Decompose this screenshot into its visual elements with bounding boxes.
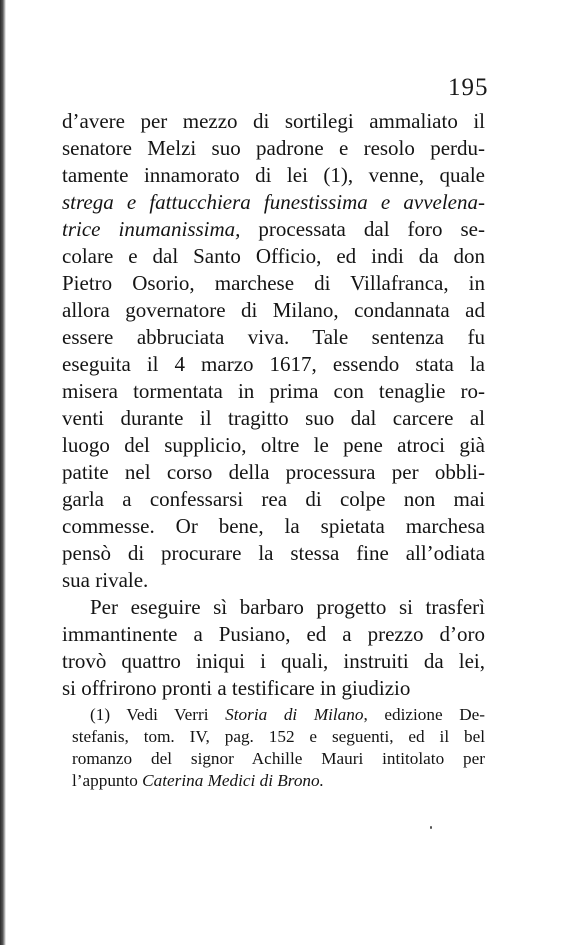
text-line bbox=[62, 594, 485, 621]
text-segment: allora governatore di Milano, condannata ad bbox=[62, 298, 485, 322]
footnote-line bbox=[72, 726, 485, 748]
text-line bbox=[62, 297, 485, 324]
text-line bbox=[62, 648, 485, 675]
text-segment: eseguita il 4 marzo 1617, essendo stata la bbox=[62, 352, 485, 376]
footnote-line bbox=[72, 748, 485, 770]
text-segment: processata dal foro se- bbox=[240, 217, 485, 241]
text-line bbox=[62, 216, 485, 243]
text-segment: essere abbruciata viva. Tale sentenza fu bbox=[62, 325, 485, 349]
body-text bbox=[62, 108, 485, 702]
paper-speck bbox=[430, 826, 432, 829]
text-line bbox=[62, 405, 485, 432]
text-segment: pensò di procurare la stessa fine all’odiata bbox=[62, 541, 485, 565]
text-segment: garla a confessarsi rea di colpe non mai bbox=[62, 487, 485, 511]
text-segment: Per eseguire sì barbaro progetto si trasferì bbox=[90, 595, 485, 619]
footnote-block bbox=[72, 704, 485, 792]
text-segment: tamente innamorato di lei (1), venne, quale bbox=[62, 163, 485, 187]
italic-text: Storia di Milano bbox=[225, 705, 364, 724]
text-line bbox=[62, 243, 485, 270]
text-segment: si offrirono pronti a testificare in giudizio bbox=[62, 676, 411, 700]
text-segment: patite nel corso della processura per obbli- bbox=[62, 460, 485, 484]
footnote-line bbox=[72, 770, 485, 792]
text-segment: immantinente a Pusiano, ed a prezzo d’oro bbox=[62, 622, 485, 646]
text-segment: l’appunto bbox=[72, 771, 143, 790]
text-line bbox=[62, 162, 485, 189]
text-line bbox=[62, 189, 485, 216]
text-line bbox=[62, 432, 485, 459]
text-segment: romanzo del signor Achille Mauri intitolato per bbox=[72, 749, 485, 768]
text-line bbox=[62, 108, 485, 135]
text-line bbox=[62, 459, 485, 486]
text-segment: stefanis, tom. IV, pag. 152 e seguenti, ed il bel bbox=[72, 727, 485, 746]
text-segment: senatore Melzi suo padrone e resolo perdu- bbox=[62, 136, 485, 160]
text-line bbox=[62, 675, 485, 702]
text-segment: colare e dal Santo Officio, ed indi da don bbox=[62, 244, 485, 268]
text-segment: d’avere per mezzo di sortilegi ammaliato il bbox=[62, 109, 485, 133]
text-segment: , edizione De- bbox=[363, 705, 486, 724]
text-segment: sua rivale. bbox=[62, 568, 149, 592]
text-segment: Pietro Osorio, marchese di Villafranca, in bbox=[62, 271, 485, 295]
italic-text: Caterina Medici di Brono. bbox=[142, 771, 324, 790]
text-segment: luogo del supplicio, oltre le pene atroci già bbox=[62, 433, 485, 457]
text-line bbox=[62, 540, 485, 567]
page-number: 195 bbox=[448, 74, 489, 101]
footnote-line bbox=[72, 704, 485, 726]
text-line bbox=[62, 378, 485, 405]
text-segment: misera tormentata in prima con tenaglie ro- bbox=[62, 379, 485, 403]
text-line bbox=[62, 513, 485, 540]
text-line bbox=[62, 567, 485, 594]
text-segment: trovò quattro iniqui i quali, instruiti da lei, bbox=[62, 649, 485, 673]
book-spine-shadow bbox=[0, 0, 6, 945]
text-segment: venti durante il tragitto suo dal carcere al bbox=[62, 406, 485, 430]
text-line bbox=[62, 486, 485, 513]
text-segment: (1) Vedi Verri bbox=[90, 705, 226, 724]
text-line bbox=[62, 135, 485, 162]
italic-text: trice inumanissima, bbox=[62, 217, 241, 241]
italic-text: strega e fattucchiera funestissima e avvelena- bbox=[62, 190, 485, 214]
text-line bbox=[62, 270, 485, 297]
text-line bbox=[62, 621, 485, 648]
text-line bbox=[62, 324, 485, 351]
text-segment: commesse. Or bene, la spietata marchesa bbox=[62, 514, 485, 538]
text-line bbox=[62, 351, 485, 378]
